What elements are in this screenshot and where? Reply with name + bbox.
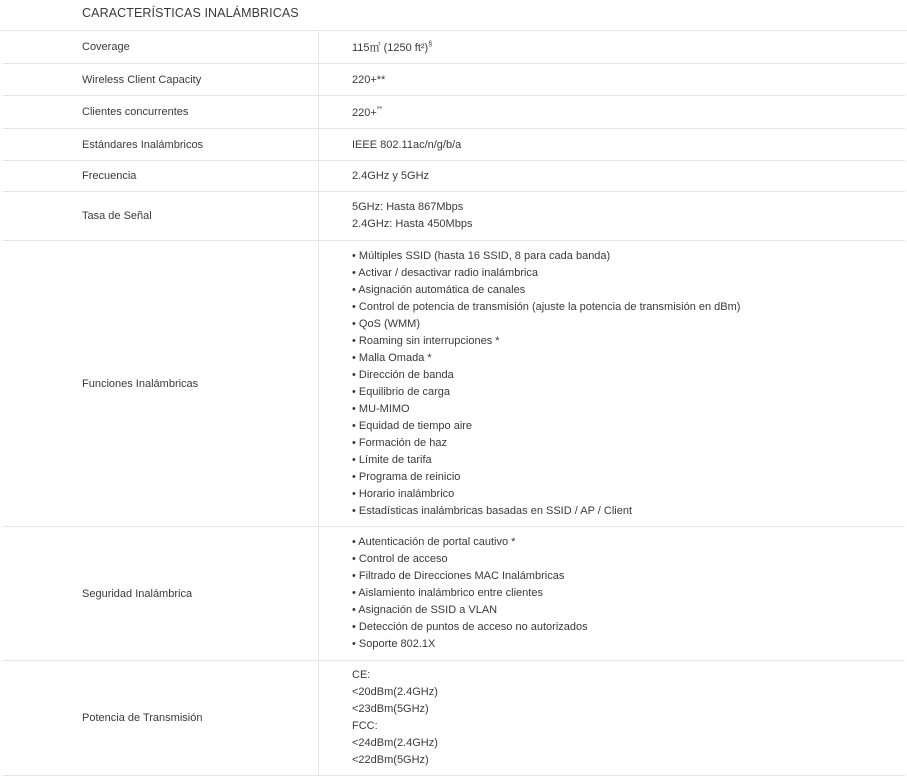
spec-value — [319, 661, 906, 776]
spec-value: IEEE 802.11ac/n/g/b/a — [319, 129, 906, 161]
value-line: <24dBm(2.4GHz) — [352, 737, 438, 749]
list-item: • Asignación de SSID a VLAN — [352, 604, 498, 616]
list-item: • Horario inalámbrico — [352, 487, 455, 500]
list-item: • Equilibrio de carga — [352, 385, 451, 398]
spec-value — [319, 96, 906, 129]
value-line: CE: — [352, 669, 371, 681]
list-item: • Dirección de banda — [352, 368, 454, 381]
list-item: • Aislamiento inalámbrico entre clientes — [352, 587, 543, 599]
spec-value — [319, 527, 906, 661]
spec-label: Tasa de Señal — [3, 192, 319, 241]
spec-row-wireless-security — [3, 527, 905, 661]
list-item: • Equidad de tiempo aire — [352, 419, 473, 432]
spec-value: 2.4GHz y 5GHz — [319, 161, 906, 192]
list-item: • Activar / desactivar radio inalámbrica — [352, 266, 539, 279]
spec-label: Coverage — [3, 31, 319, 64]
spec-label: Estándares Inalámbricos — [3, 129, 319, 161]
list-item: • Múltiples SSID (hasta 16 SSID, 8 para cada banda) — [352, 249, 611, 262]
spec-value — [319, 192, 906, 241]
spec-row-concurrent-clients — [3, 96, 905, 129]
spec-row-transmit-power — [3, 661, 905, 776]
value-line: 2.4GHz: Hasta 450Mbps — [352, 218, 473, 230]
concurrent-value: 220+ — [352, 106, 377, 119]
coverage-value: 115㎡ (1250 ft²) — [352, 42, 429, 54]
value-line: <23dBm(5GHz) — [352, 703, 429, 715]
spec-row-signal-rate — [3, 192, 905, 241]
list-item: • Límite de tarifa — [352, 453, 432, 466]
spec-value — [319, 31, 906, 64]
value-line: 5GHz: Hasta 867Mbps — [352, 201, 464, 213]
value-line: <20dBm(2.4GHz) — [352, 686, 438, 698]
spec-label: Potencia de Transmisión — [3, 661, 319, 776]
list-item: • QoS (WMM) — [352, 317, 421, 330]
value-line: <22dBm(5GHz) — [352, 754, 429, 766]
list-item: • Control de acceso — [352, 553, 448, 565]
list-item: • Control de potencia de transmisión (ajuste la potencia de transmisión en dBm) — [352, 300, 741, 313]
spec-value — [319, 241, 906, 527]
spec-row-frequency — [3, 161, 905, 192]
spec-row-standards — [3, 129, 905, 161]
list-item: • Formación de haz — [352, 436, 447, 449]
list-item: • Estadísticas inalámbricas basadas en SSID / AP / Client — [352, 504, 633, 517]
spec-label: Wireless Client Capacity — [3, 64, 319, 96]
list-item: • Asignación automática de canales — [352, 283, 526, 296]
spec-row-coverage — [3, 31, 905, 64]
spec-label: Funciones Inalámbricas — [3, 241, 319, 527]
spec-table — [3, 31, 905, 776]
spec-row-capacity — [3, 64, 905, 96]
section-header — [0, 0, 907, 31]
spec-label: Frecuencia — [3, 161, 319, 192]
list-item: • MU-MIMO — [352, 402, 410, 415]
spec-row-wireless-functions — [3, 241, 905, 527]
list-item: • Detección de puntos de acceso no autorizados — [352, 621, 588, 633]
list-item: • Filtrado de Direcciones MAC Inalámbricas — [352, 570, 565, 582]
list-item: • Roaming sin interrupciones * — [352, 334, 500, 347]
value-line: FCC: — [352, 720, 378, 732]
spec-label: Seguridad Inalámbrica — [3, 527, 319, 661]
section-title: CARACTERÍSTICAS INALÁMBRICAS — [82, 6, 299, 20]
spec-label: Clientes concurrentes — [3, 96, 319, 129]
list-item: • Soporte 802.1X — [352, 638, 436, 650]
list-item: • Autenticación de portal cautivo * — [352, 536, 516, 548]
list-item: • Malla Omada * — [352, 351, 432, 364]
concurrent-footnote-mark: ** — [376, 105, 383, 113]
spec-value: 220+** — [319, 64, 906, 96]
coverage-footnote-mark: § — [428, 41, 433, 48]
list-item: • Programa de reinicio — [352, 470, 461, 483]
